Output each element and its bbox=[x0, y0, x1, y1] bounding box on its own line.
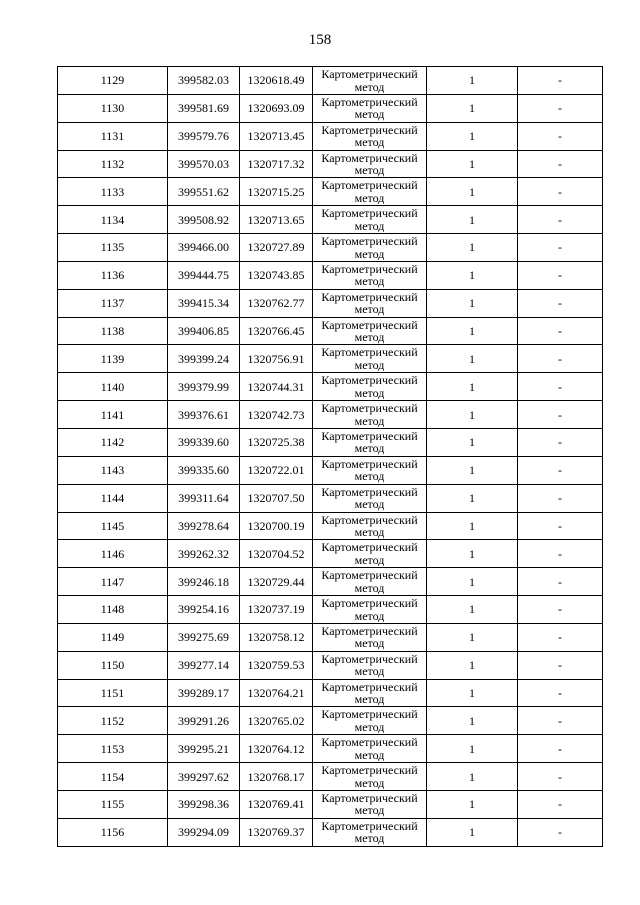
note-cell: - bbox=[518, 679, 603, 707]
count-cell: 1 bbox=[427, 596, 518, 624]
point-number-cell: 1144 bbox=[58, 484, 168, 512]
y-coordinate-cell: 1320707.50 bbox=[240, 484, 313, 512]
method-cell bbox=[313, 428, 427, 456]
point-number-cell: 1155 bbox=[58, 790, 168, 818]
table-row bbox=[58, 317, 603, 345]
y-coordinate-cell: 1320693.09 bbox=[240, 94, 313, 122]
method-cell bbox=[313, 568, 427, 596]
point-number-cell: 1135 bbox=[58, 234, 168, 262]
y-coordinate-cell: 1320727.89 bbox=[240, 234, 313, 262]
method-cell bbox=[313, 623, 427, 651]
note-cell: - bbox=[518, 345, 603, 373]
y-coordinate-cell: 1320769.41 bbox=[240, 790, 313, 818]
method-cell bbox=[313, 735, 427, 763]
method-text: Картометрический метод bbox=[321, 318, 418, 344]
x-coordinate-cell: 399254.16 bbox=[168, 596, 240, 624]
note-cell: - bbox=[518, 94, 603, 122]
method-text: Картометрический метод bbox=[321, 123, 418, 149]
table-row bbox=[58, 707, 603, 735]
point-number-cell: 1151 bbox=[58, 679, 168, 707]
table-row bbox=[58, 373, 603, 401]
y-coordinate-cell: 1320764.12 bbox=[240, 735, 313, 763]
y-coordinate-cell: 1320744.31 bbox=[240, 373, 313, 401]
x-coordinate-cell: 399379.99 bbox=[168, 373, 240, 401]
method-cell bbox=[313, 67, 427, 95]
count-cell: 1 bbox=[427, 763, 518, 791]
note-cell: - bbox=[518, 512, 603, 540]
point-number-cell: 1132 bbox=[58, 150, 168, 178]
note-cell: - bbox=[518, 790, 603, 818]
point-number-cell: 1143 bbox=[58, 456, 168, 484]
note-cell: - bbox=[518, 428, 603, 456]
x-coordinate-cell: 399466.00 bbox=[168, 234, 240, 262]
table-body bbox=[58, 67, 603, 847]
x-coordinate-cell: 399399.24 bbox=[168, 345, 240, 373]
count-cell: 1 bbox=[427, 790, 518, 818]
x-coordinate-cell: 399339.60 bbox=[168, 428, 240, 456]
point-number-cell: 1154 bbox=[58, 763, 168, 791]
x-coordinate-cell: 399551.62 bbox=[168, 178, 240, 206]
table-row bbox=[58, 596, 603, 624]
point-number-cell: 1147 bbox=[58, 568, 168, 596]
count-cell: 1 bbox=[427, 234, 518, 262]
y-coordinate-cell: 1320766.45 bbox=[240, 317, 313, 345]
point-number-cell: 1137 bbox=[58, 289, 168, 317]
method-cell bbox=[313, 484, 427, 512]
table-row bbox=[58, 67, 603, 95]
count-cell: 1 bbox=[427, 150, 518, 178]
method-cell bbox=[313, 345, 427, 373]
x-coordinate-cell: 399579.76 bbox=[168, 122, 240, 150]
table-row bbox=[58, 234, 603, 262]
x-coordinate-cell: 399278.64 bbox=[168, 512, 240, 540]
point-number-cell: 1141 bbox=[58, 401, 168, 429]
method-cell bbox=[313, 178, 427, 206]
method-text: Картометрический метод bbox=[321, 708, 418, 734]
x-coordinate-cell: 399444.75 bbox=[168, 261, 240, 289]
table-row bbox=[58, 289, 603, 317]
table-row bbox=[58, 401, 603, 429]
method-cell bbox=[313, 790, 427, 818]
count-cell: 1 bbox=[427, 623, 518, 651]
method-cell bbox=[313, 707, 427, 735]
y-coordinate-cell: 1320725.38 bbox=[240, 428, 313, 456]
note-cell: - bbox=[518, 540, 603, 568]
y-coordinate-cell: 1320717.32 bbox=[240, 150, 313, 178]
y-coordinate-cell: 1320742.73 bbox=[240, 401, 313, 429]
table-row bbox=[58, 150, 603, 178]
table-row bbox=[58, 178, 603, 206]
method-text: Картометрический метод bbox=[321, 95, 418, 121]
method-text: Картометрический метод bbox=[321, 624, 418, 650]
method-text: Картометрический метод bbox=[321, 457, 418, 483]
y-coordinate-cell: 1320765.02 bbox=[240, 707, 313, 735]
table-row bbox=[58, 540, 603, 568]
point-number-cell: 1136 bbox=[58, 261, 168, 289]
method-text: Картометрический метод bbox=[321, 485, 418, 511]
point-number-cell: 1153 bbox=[58, 735, 168, 763]
method-cell bbox=[313, 122, 427, 150]
method-text: Картометрический метод bbox=[321, 513, 418, 539]
count-cell: 1 bbox=[427, 261, 518, 289]
x-coordinate-cell: 399289.17 bbox=[168, 679, 240, 707]
count-cell: 1 bbox=[427, 428, 518, 456]
table-row bbox=[58, 735, 603, 763]
count-cell: 1 bbox=[427, 568, 518, 596]
method-text: Картометрический метод bbox=[321, 402, 418, 428]
method-cell bbox=[313, 512, 427, 540]
count-cell: 1 bbox=[427, 345, 518, 373]
point-number-cell: 1138 bbox=[58, 317, 168, 345]
x-coordinate-cell: 399508.92 bbox=[168, 206, 240, 234]
x-coordinate-cell: 399262.32 bbox=[168, 540, 240, 568]
count-cell: 1 bbox=[427, 540, 518, 568]
note-cell: - bbox=[518, 763, 603, 791]
note-cell: - bbox=[518, 261, 603, 289]
method-text: Картометрический метод bbox=[321, 207, 418, 233]
method-text: Картометрический метод bbox=[321, 151, 418, 177]
y-coordinate-cell: 1320722.01 bbox=[240, 456, 313, 484]
method-text: Картометрический метод bbox=[321, 597, 418, 623]
table-row bbox=[58, 679, 603, 707]
page-number: 158 bbox=[308, 32, 332, 48]
method-cell bbox=[313, 818, 427, 846]
point-number-cell: 1139 bbox=[58, 345, 168, 373]
y-coordinate-cell: 1320737.19 bbox=[240, 596, 313, 624]
x-coordinate-cell: 399335.60 bbox=[168, 456, 240, 484]
x-coordinate-cell: 399581.69 bbox=[168, 94, 240, 122]
method-cell bbox=[313, 540, 427, 568]
x-coordinate-cell: 399246.18 bbox=[168, 568, 240, 596]
y-coordinate-cell: 1320756.91 bbox=[240, 345, 313, 373]
note-cell: - bbox=[518, 568, 603, 596]
note-cell: - bbox=[518, 735, 603, 763]
x-coordinate-cell: 399291.26 bbox=[168, 707, 240, 735]
method-cell bbox=[313, 94, 427, 122]
y-coordinate-cell: 1320700.19 bbox=[240, 512, 313, 540]
method-text: Картометрический метод bbox=[321, 262, 418, 288]
y-coordinate-cell: 1320762.77 bbox=[240, 289, 313, 317]
note-cell: - bbox=[518, 234, 603, 262]
point-number-cell: 1146 bbox=[58, 540, 168, 568]
note-cell: - bbox=[518, 206, 603, 234]
note-cell: - bbox=[518, 150, 603, 178]
method-text: Картометрический метод bbox=[321, 290, 418, 316]
y-coordinate-cell: 1320743.85 bbox=[240, 261, 313, 289]
x-coordinate-cell: 399415.34 bbox=[168, 289, 240, 317]
x-coordinate-cell: 399311.64 bbox=[168, 484, 240, 512]
method-text: Картометрический метод bbox=[321, 819, 418, 845]
point-number-cell: 1148 bbox=[58, 596, 168, 624]
x-coordinate-cell: 399294.09 bbox=[168, 818, 240, 846]
method-text: Картометрический метод bbox=[321, 569, 418, 595]
count-cell: 1 bbox=[427, 206, 518, 234]
note-cell: - bbox=[518, 707, 603, 735]
y-coordinate-cell: 1320758.12 bbox=[240, 623, 313, 651]
table-row bbox=[58, 763, 603, 791]
method-text: Картометрический метод bbox=[321, 791, 418, 817]
table-row bbox=[58, 484, 603, 512]
coordinates-table bbox=[57, 66, 603, 847]
method-cell bbox=[313, 206, 427, 234]
method-text: Картометрический метод bbox=[321, 68, 418, 93]
table-row bbox=[58, 568, 603, 596]
count-cell: 1 bbox=[427, 651, 518, 679]
table-row bbox=[58, 790, 603, 818]
point-number-cell: 1156 bbox=[58, 818, 168, 846]
count-cell: 1 bbox=[427, 373, 518, 401]
point-number-cell: 1150 bbox=[58, 651, 168, 679]
point-number-cell: 1134 bbox=[58, 206, 168, 234]
table-row bbox=[58, 428, 603, 456]
y-coordinate-cell: 1320618.49 bbox=[240, 67, 313, 95]
x-coordinate-cell: 399297.62 bbox=[168, 763, 240, 791]
count-cell: 1 bbox=[427, 401, 518, 429]
x-coordinate-cell: 399298.36 bbox=[168, 790, 240, 818]
method-text: Картометрический метод bbox=[321, 541, 418, 567]
y-coordinate-cell: 1320759.53 bbox=[240, 651, 313, 679]
note-cell: - bbox=[518, 401, 603, 429]
point-number-cell: 1149 bbox=[58, 623, 168, 651]
count-cell: 1 bbox=[427, 122, 518, 150]
note-cell: - bbox=[518, 317, 603, 345]
point-number-cell: 1129 bbox=[58, 67, 168, 95]
count-cell: 1 bbox=[427, 512, 518, 540]
note-cell: - bbox=[518, 67, 603, 95]
point-number-cell: 1130 bbox=[58, 94, 168, 122]
method-cell bbox=[313, 317, 427, 345]
point-number-cell: 1142 bbox=[58, 428, 168, 456]
method-text: Картометрический метод bbox=[321, 235, 418, 261]
note-cell: - bbox=[518, 623, 603, 651]
x-coordinate-cell: 399406.85 bbox=[168, 317, 240, 345]
note-cell: - bbox=[518, 122, 603, 150]
x-coordinate-cell: 399570.03 bbox=[168, 150, 240, 178]
method-text: Картометрический метод bbox=[321, 680, 418, 706]
method-cell bbox=[313, 679, 427, 707]
y-coordinate-cell: 1320768.17 bbox=[240, 763, 313, 791]
method-text: Картометрический метод bbox=[321, 736, 418, 762]
count-cell: 1 bbox=[427, 679, 518, 707]
table-row bbox=[58, 122, 603, 150]
x-coordinate-cell: 399376.61 bbox=[168, 401, 240, 429]
table-row bbox=[58, 818, 603, 846]
method-text: Картометрический метод bbox=[321, 652, 418, 678]
point-number-cell: 1131 bbox=[58, 122, 168, 150]
point-number-cell: 1152 bbox=[58, 707, 168, 735]
y-coordinate-cell: 1320713.45 bbox=[240, 122, 313, 150]
method-cell bbox=[313, 289, 427, 317]
note-cell: - bbox=[518, 818, 603, 846]
table-row bbox=[58, 345, 603, 373]
point-number-cell: 1145 bbox=[58, 512, 168, 540]
count-cell: 1 bbox=[427, 484, 518, 512]
y-coordinate-cell: 1320704.52 bbox=[240, 540, 313, 568]
count-cell: 1 bbox=[427, 289, 518, 317]
note-cell: - bbox=[518, 178, 603, 206]
point-number-cell: 1133 bbox=[58, 178, 168, 206]
method-cell bbox=[313, 234, 427, 262]
y-coordinate-cell: 1320729.44 bbox=[240, 568, 313, 596]
note-cell: - bbox=[518, 456, 603, 484]
x-coordinate-cell: 399275.69 bbox=[168, 623, 240, 651]
method-cell bbox=[313, 150, 427, 178]
table-row bbox=[58, 94, 603, 122]
table-row bbox=[58, 512, 603, 540]
note-cell: - bbox=[518, 373, 603, 401]
table-row bbox=[58, 651, 603, 679]
x-coordinate-cell: 399277.14 bbox=[168, 651, 240, 679]
count-cell: 1 bbox=[427, 707, 518, 735]
y-coordinate-cell: 1320769.37 bbox=[240, 818, 313, 846]
note-cell: - bbox=[518, 651, 603, 679]
y-coordinate-cell: 1320764.21 bbox=[240, 679, 313, 707]
table-row bbox=[58, 456, 603, 484]
method-text: Картометрический метод bbox=[321, 374, 418, 400]
count-cell: 1 bbox=[427, 94, 518, 122]
x-coordinate-cell: 399582.03 bbox=[168, 67, 240, 95]
y-coordinate-cell: 1320713.65 bbox=[240, 206, 313, 234]
method-cell bbox=[313, 763, 427, 791]
method-cell bbox=[313, 651, 427, 679]
method-cell bbox=[313, 456, 427, 484]
point-number-cell: 1140 bbox=[58, 373, 168, 401]
count-cell: 1 bbox=[427, 67, 518, 95]
note-cell: - bbox=[518, 596, 603, 624]
table-row bbox=[58, 206, 603, 234]
count-cell: 1 bbox=[427, 818, 518, 846]
count-cell: 1 bbox=[427, 178, 518, 206]
method-cell bbox=[313, 596, 427, 624]
method-cell bbox=[313, 373, 427, 401]
note-cell: - bbox=[518, 289, 603, 317]
table-row bbox=[58, 623, 603, 651]
method-cell bbox=[313, 401, 427, 429]
count-cell: 1 bbox=[427, 317, 518, 345]
note-cell: - bbox=[518, 484, 603, 512]
method-text: Картометрический метод bbox=[321, 764, 418, 790]
table-row bbox=[58, 261, 603, 289]
method-text: Картометрический метод bbox=[321, 346, 418, 372]
y-coordinate-cell: 1320715.25 bbox=[240, 178, 313, 206]
method-text: Картометрический метод bbox=[321, 429, 418, 455]
method-cell bbox=[313, 261, 427, 289]
count-cell: 1 bbox=[427, 735, 518, 763]
count-cell: 1 bbox=[427, 456, 518, 484]
method-text: Картометрический метод bbox=[321, 179, 418, 205]
x-coordinate-cell: 399295.21 bbox=[168, 735, 240, 763]
